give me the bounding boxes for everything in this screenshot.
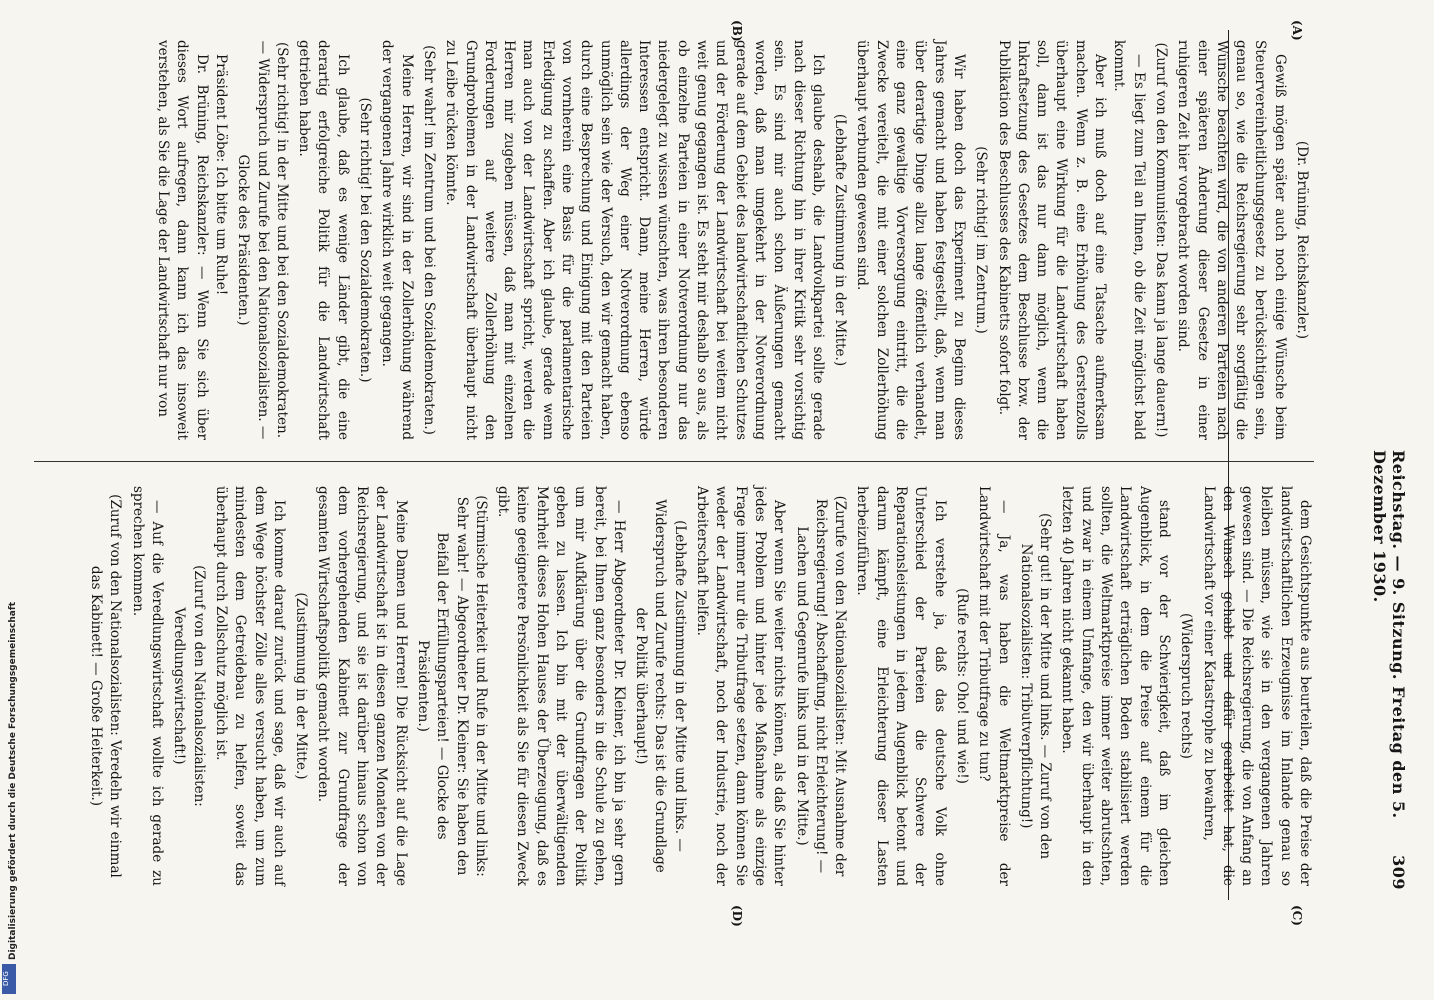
- interjection: (Sehr richtig! bei den Sozialdemokraten.): [357, 97, 374, 383]
- paragraph: — Auf die Veredlungswirtschaft wollte ich gerade zu sprechen kommen.: [129, 486, 166, 886]
- paragraph: Ich glaube, daß es wenige Länder gibt, die eine derartig erfolgreiche Politik für die Landwirtschaft getrieben haben.: [296, 40, 351, 440]
- interjection: (Rufe rechts: Oho! und wie!): [953, 588, 970, 784]
- paragraph: Ich komme darauf zurück und sage, daß wir auch auf dem Wege höchster Zölle alles versucht haben, um zum mindesten dem Getreidebau zu helfen, soweit das überhaupt durch Zollschutz möglich ist.: [212, 486, 287, 886]
- paragraph: Ich glaube deshalb, die Landvolkpartei sollte gerade nach dieser Richtung hin in ihrer Kritik sehr vorsichtig sein. Es sind mir auch schon Äußerungen gemacht worden, daß man umgekehrt in der Notverordnung gerade auf dem Gebiet des landwirtschaftlichen Schutzes und der Förderung der Landwirtschaft bei weitem nicht weit genug gegangen ist. Es steht mir deshalb so aus, als ob einzelne Parteien in einer Notverordnung nur das niedergelegt zu wissen wünschten, was ihren besonderen Interessen entspricht. Dann, meine Herren, würde allerdings der Weg einer Notverordnung ebenso unmöglich sein wie der Versuch, den wir gemacht haben, durch eine Besprechung und Einigung mit den Parteien von vornherein eine Basis für die parlamentarische Erledigung zu schaffen. Aber ich glaube, gerade wenn man auch von der Landwirtschaft spricht, werden die Herren mir zugeben müssen, daß man mit einzelnen Forderungen auf weitere Zollerhöhung den Grundproblemen in der Landwirtschaft überhaupt nicht zu Leibe rücken könnte.: [443, 40, 826, 440]
- interjection: (Sehr wahr! im Zentrum und bei den Sozialdemokraten.): [420, 45, 437, 435]
- paragraph: Dr. Brüning, Reichskanzler: — Wenn Sie sich über dieses Wort aufregen, dann kann ich das insoweit verstehen, als Sie die Lage der Landwirtschaft nur von: [155, 40, 210, 440]
- interjection: (Zustimmung in der Mitte.): [293, 592, 310, 780]
- interjection: (Zuruf von den Nationalsozialisten: Veredlungswirtschaft!): [171, 565, 207, 807]
- interjection: (Zuruf von den Kommunisten: Das kann ja lange dauern!): [1152, 42, 1169, 438]
- page-number: 309: [1389, 855, 1408, 890]
- interjection: (Lebhafte Zustimmung in der Mitte.): [832, 113, 849, 367]
- running-header: Reichstag. — 9. Sitzung. Freitag den 5. Dezember 1930.: [1370, 450, 1408, 819]
- paragraph: — Es liegt zum Teil an Ihnen, ob die Zeit möglichst bald kommt.: [1111, 40, 1147, 440]
- paragraph: Präsident Löbe: Ich bitte um Ruhe!: [212, 54, 229, 296]
- paragraph: Gewiß mögen später auch noch einige Wünsche beim Steuervereinheitlichungsgesetz zu berücksichtigen sein, genau so, wie die Reichsregierung sehr sorgfältig die Wünsche beachten wird, die von anderen Parteien nach einer späteren Änderung dieser Gesetze in einer ruhigeren Zeit hier vorgebracht worden sind.: [1175, 40, 1288, 440]
- digitization-footer: [4, 600, 24, 1000]
- column-divider: [34, 461, 1314, 462]
- margin-mark-b: (B): [730, 20, 744, 42]
- paragraph: Meine Herren, wir sind in der Zollerhöhung während der vergangenen Jahre wirklich weit gegangen.: [379, 40, 415, 440]
- interjection: (Lebhafte Zustimmung in der Mitte und links. — Widerspruch und Zurufe rechts: Das ist die Grundlage der Politik überhaupt!): [633, 499, 688, 873]
- interjection: (Dr. Brüning, Reichskanzler.): [1294, 140, 1310, 340]
- page-header: [1370, 30, 1416, 900]
- interjection: (Zuruf von den Nationalsozialisten: Veredeln wir einmal das Kabinett! — Große Heiterkeit.): [88, 494, 124, 878]
- paragraph: stand vor der Schwierigkeit, daß im gleichen Augenblick, in dem die Preise auf einem für die Landwirtschaft erträglichen Boden stabilisiert werden sollten, die Weltmarktpreise immer weiter abrutschten, und zwar in einem Umfange, den wir überhaupt in den letzten 40 Jahren nicht gekannt haben.: [1059, 486, 1172, 886]
- margin-mark-a: (A): [1290, 20, 1304, 41]
- interjection: (Sehr gut! in der Mitte und links. — Zuruf von den Nationalsozialisten: Tributverpflichtung!): [1017, 512, 1054, 860]
- paragraph: — Herr Abgeordneter Dr. Kleiner, ich bin ja sehr gern bereit, bei Ihnen ganz besonders in die Schule zu gehen, um mir Aufklärung über die Grundfragen der Politik geben zu lassen. Ich bin mit der überwältigenden Mehrheit dieses Hohen Hauses der Überzeugung, daß es keine geeignetere Persönlichkeit als Sie für diesen Zweck gibt.: [495, 486, 627, 886]
- digitization-credit: Digitalisierung gefördert durch die Deutsche Forschungsgemeinschaft: [8, 601, 18, 960]
- paragraph: Ich verstehe ja, daß das deutsche Volk ohne Unterschied der Parteien die Schwere der Reparationsleistungen in jedem Augenblick betont und darum kämpft, eine Erleichterung dieser Lasten herbeizuführen.: [854, 486, 948, 886]
- interjection: (Zurufe von den Nationalsozialisten: Mit Ausnahme der Reichsregierung! Abschaffung, nicht Erleichterung! — Lachen und Gegenrufe links und in der Mitte.): [793, 495, 849, 877]
- right-column: [14, 486, 1314, 886]
- margin-mark-d: (D): [730, 905, 744, 927]
- margin-mark-c: (C): [1290, 905, 1304, 926]
- paragraph: Aber wenn Sie weiter nichts können, als daß Sie hinter jedes Problem und hinter jede Maßnahme als einzige Frage immer nur die Tributfrage setzen, dann können Sie weder der Landwirtschaft, noch der Industrie, noch der Arbeiterschaft helfen.: [694, 486, 788, 886]
- paragraph: Wir haben doch das Experiment zu Beginn dieses Jahres gemacht und haben festgestellt, daß, wenn man über derartige Dinge allzu lange öffentlich verhandelt, eine ganz gewaltige Vorversorgung eintritt, die die Zwecke vereitelt, die mit einer solchen Zollerhöhung überhaupt verbunden gewesen sind.: [854, 40, 967, 440]
- interjection: (Widerspruch rechts): [1178, 613, 1195, 759]
- paragraph: dem Gesichtspunkte aus beurteilen, daß die Preise der landwirtschaftlichen Erzeugnisse im Inlande genau so bleiben müssen, wie sie in den vergangenen Jahren gewesen sind. — Die Reichsregierung, die von Anfang an den Wunsch gehabt und dafür gearbeitet hat, die Landwirtschaft vor einer Katastrophe zu bewahren,: [1200, 486, 1313, 886]
- interjection: (Sehr richtig! in der Mitte und bei den Sozialdemokraten. — Widerspruch und Zurufe bei den Nationalsozialisten. — Glocke des Präsidenten.): [235, 40, 290, 440]
- dfg-logo: DFG: [2, 964, 16, 994]
- rotated-print-area: [4, 0, 1424, 930]
- interjection: (Sehr richtig! im Zentrum.): [973, 146, 990, 334]
- paragraph: — Ja, was haben die Weltmarktpreise der Landwirtschaft mit der Tributfrage zu tun?: [976, 486, 1012, 886]
- left-column: [14, 40, 1314, 440]
- interjection: (Stürmische Heiterkeit und Rufe in der Mitte und links: Sehr wahr! — Abgeordneter Dr. Kleiner: Sie haben den Beifall der Erfüllungsparteien! — Glocke des Präsidenten.): [414, 495, 489, 877]
- paragraph: Aber ich muß doch auf eine Tatsache aufmerksam machen. Wenn z. B. eine Erhöhung des Gerstenzolls überhaupt eine Wirkung für die Landwirtschaft haben soll, dann ist das nur dann möglich, wenn die Inkraftsetzung des Gesetzes dem Beschlusse bzw. der Publikation des Beschlusses des Kabinetts sofort folgt.: [995, 40, 1109, 440]
- paragraph: Meine Damen und Herren! Die Rücksicht auf die Lage der Landwirtschaft ist in diesen ganzen Monaten von der Reichsregierung, und sie ist darüber hinaus schon von dem vorhergehenden Kabinett zur Grundfrage der gesamten Wirtschaftspolitik gemacht worden.: [315, 486, 409, 886]
